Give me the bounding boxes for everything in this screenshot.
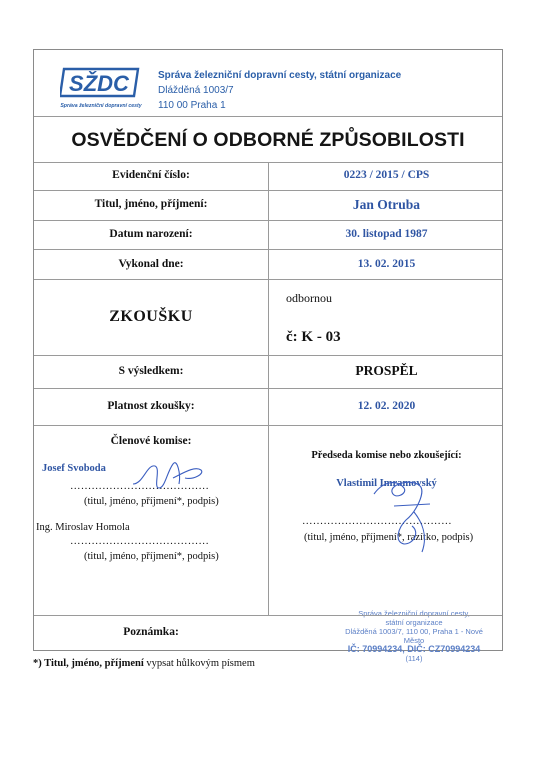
stamp-line2: státní organizace	[385, 618, 443, 627]
vysledek-label: S výsledkem:	[118, 365, 184, 377]
divider	[34, 220, 502, 221]
footnote-rest: vypsat hůlkovým písmem	[143, 658, 255, 669]
divider	[34, 388, 502, 389]
organization-stamp	[334, 609, 494, 663]
evidencni-cislo-value: 0223 / 2015 / CPS	[343, 169, 430, 181]
member2-name: Ing. Miroslav Homola	[36, 522, 130, 533]
datum-narozeni-label: Datum narození:	[109, 228, 193, 240]
jmeno-label: Titul, jméno, příjmení:	[94, 198, 208, 210]
divider	[34, 615, 502, 616]
member1-caption: (titul, jméno, příjmení*, podpis)	[84, 496, 219, 507]
vysledek-value: PROSPĚL	[355, 363, 418, 378]
clenove-komise-label: Členové komise:	[110, 435, 192, 447]
organization-name: Správa železniční dopravní cesty, státní organizace	[158, 70, 402, 81]
platnost-label: Platnost zkoušky:	[107, 400, 195, 412]
footnote-bold: *) Titul, jméno, příjmení	[33, 658, 144, 669]
divider	[34, 190, 502, 191]
member2-caption: (titul, jméno, příjmení*, podpis)	[84, 551, 219, 562]
logo-subtext: Správa železniční dopravní cesty	[60, 103, 142, 109]
vykonal-dne-label: Vykonal dne:	[118, 258, 184, 270]
divider	[34, 116, 502, 117]
zkousku-cislo: č: K - 03	[286, 329, 341, 345]
zkousku-label: ZKOUŠKU	[109, 308, 193, 325]
predseda-label: Předseda komise nebo zkoušející:	[311, 450, 462, 461]
divider	[34, 355, 502, 356]
logo-text: SŽDC	[69, 71, 129, 96]
vykonal-dne-value: 13. 02. 2015	[357, 258, 416, 270]
member1-name: Josef Svoboda	[42, 463, 106, 474]
certificate-title: OSVĚDČENÍ O ODBORNÉ ZPŮSOBILOSTI	[71, 129, 465, 151]
chair-name: Vlastimil Imramovský	[336, 478, 437, 489]
datum-narozeni-value: 30. listopad 1987	[345, 228, 428, 240]
stamp-line3: Dlážděná 1003/7, 110 00, Praha 1 - Nové Město	[345, 627, 483, 645]
footnote	[33, 658, 255, 669]
stamp-line5: (114)	[405, 654, 423, 663]
stamp-line1: Správa železniční dopravní cesty,	[358, 609, 470, 618]
platnost-value: 12. 02. 2020	[357, 400, 416, 412]
chair-caption: (titul, jméno, příjmení*, razítko, podpis)	[304, 532, 474, 543]
divider	[34, 279, 502, 280]
zkousku-type: odbornou	[286, 291, 332, 305]
member2-signature-line: …………………………………	[70, 536, 210, 547]
chair-signature-line: ……………………………………	[302, 516, 452, 527]
divider	[34, 249, 502, 250]
poznamka-label: Poznámka:	[123, 626, 179, 638]
stamp-line4: IČ: 70994234, DIČ: CZ70994234	[347, 644, 481, 654]
evidencni-cislo-label: Evidenční číslo:	[112, 169, 190, 181]
organization-address-line2: 110 00 Praha 1	[158, 100, 226, 111]
member1-signature	[129, 454, 209, 496]
szdc-logo	[60, 66, 142, 112]
certificate-frame	[33, 49, 503, 663]
organization-address-line1: Dlážděná 1003/7	[158, 85, 234, 96]
member1-signature-line: …………………………………	[70, 481, 210, 492]
jmeno-value: Jan Otruba	[352, 197, 421, 212]
chair-signature	[364, 472, 444, 562]
organization-header	[158, 68, 401, 113]
